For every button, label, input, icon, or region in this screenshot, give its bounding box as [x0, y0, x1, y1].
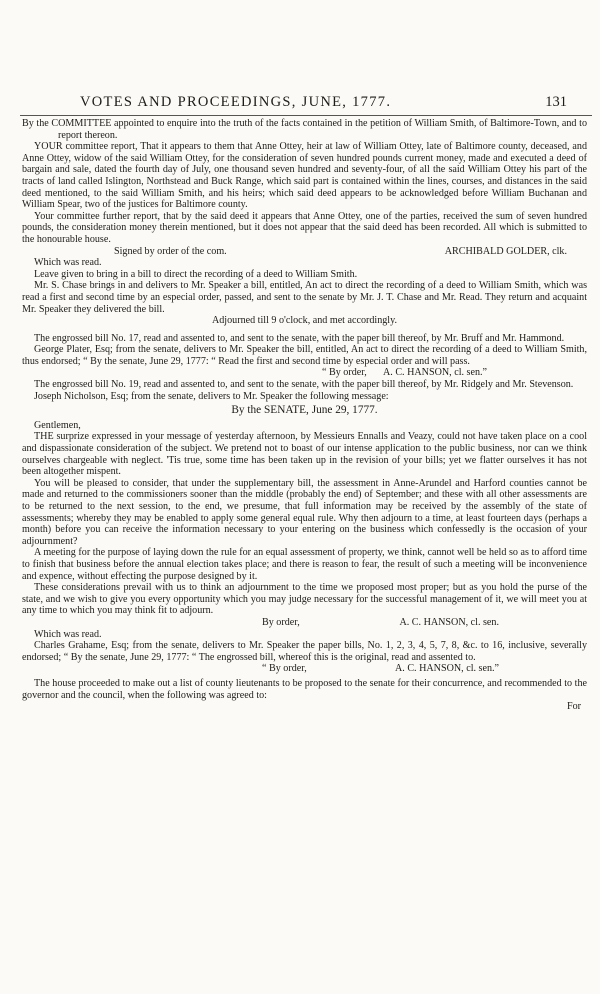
signature-left: “ By order, — [262, 663, 307, 675]
signature-line — [22, 617, 587, 629]
paragraph: You will be pleased to consider, that under the supplementary bill, the assessment in Anne-Arundel and Harford counties cannot be made and returned to the commissioners sooner than the middle (probably the end) of September; and these with all other assessments are to be returned to the next session, to the end, we presume, that full information may be received by the assembly of the state of assessments; whereby they may be enabled to apply some general equal rule. Why then adjourn to a time, at least fourteen days (perhaps a month) before you can receive the information necessary to your entering on the business which confessedly is the occasion of your adjournment? — [22, 477, 587, 547]
signature-line — [22, 246, 587, 258]
paragraph: George Plater, Esq; from the senate, delivers to Mr. Speaker the bill, entitled, An act to direct the recording of a deed to William Smith, thus endorsed; “ By the senate, June 29, 1777: “ Read the first and second time by especial order and will pass. — [22, 344, 587, 367]
paragraph: Your committee further report, that by the said deed it appears that Anne Ottey, one of the parties, received the sum of seven hundred pounds, the consideration money therein mentioned, but it does not appear that the said deed has been recorded. All which is submitted to the honourable house. — [22, 210, 587, 245]
paragraph: Charles Grahame, Esq; from the senate, delivers to Mr. Speaker the paper bills, No. 1, 2, 3, 4, 5, 7, 8, &c. to 16, inclusive, severally endorsed; “ By the senate, June 29, 1777: “ The engrossed bill, whereof this is the original, read and assented to. — [22, 640, 587, 663]
paragraph: Which was read. — [34, 628, 102, 640]
paragraph: Joseph Nicholson, Esq; from the senate, delivers to Mr. Speaker the following message: — [34, 390, 389, 402]
page-number: 131 — [545, 94, 567, 110]
paragraph: The engrossed bill No. 19, read and assented to, and sent to the senate, with the paper bill thereof, by Mr. Ridgely and Mr. Stevenson. — [34, 379, 574, 391]
paragraph: A meeting for the purpose of laying down the rule for an equal assessment of property, we think, cannot well be held so as to afford time to finish that business before the annual election takes place; and there is reason to fear, the result of such a meeting will be inconvenience and expence, without effecting the purpose designed by it. — [22, 547, 587, 582]
signature-left: “ By order, — [322, 367, 367, 379]
signature-right: ARCHIBALD GOLDER, clk. — [444, 245, 567, 257]
catchword: For — [566, 701, 581, 713]
body-text — [22, 118, 587, 713]
paragraph: Mr. S. Chase brings in and delivers to Mr. Speaker a bill, entitled, An act to direct the recording of a deed to William Smith, which was read a first and second time by an especial order, passed, and sent to the senate by Mr. J. T. Chase and Mr. Read. They return and acquaint Mr. Speaker they delivered the bill. — [22, 280, 587, 315]
paragraph: YOUR committee report, That it appears to them that Anne Ottey, heir at law of William Ottey, late of Baltimore county, deceased, and Anne Ottey, widow of the said William Ottey, for the consideration of seven hundred pounds current money, made and executed a deed of bargain and sale, dated the fourth day of July, one thousand seven hundred and seventy-four, of all the said William Ottey his part of the tracts of land called Islington, Northstead and Buck Range, which said part is contained within the lines, courses, and distances in the said deed mentioned, to the said William Smith, and his heirs; which said deed appears to be acknowledged before William Buchanan and William Spear, two of the justices for Baltimore county. — [22, 141, 587, 211]
signature-right: A. C. HANSON, cl. sen.” — [382, 367, 487, 379]
signature-left: Signed by order of the com. — [114, 245, 227, 257]
signature-right: A. C. HANSON, cl. sen. — [399, 616, 499, 628]
signature-line — [22, 367, 587, 379]
header-rule — [20, 115, 592, 116]
signature-right: A. C. HANSON, cl. sen.” — [394, 663, 499, 675]
salutation: Gentlemen, — [34, 419, 81, 431]
paragraph: Leave given to bring in a bill to direct the recording of a deed to William Smith. — [34, 268, 358, 280]
paragraph: The house proceeded to make out a list of county lieutenants to be proposed to the senate for their concurrence, and recommended to the governor and the council, when the following was agreed to: — [22, 677, 587, 701]
paragraph: Which was read. — [34, 257, 102, 269]
senate-heading: By the SENATE, June 29, 1777. — [231, 404, 378, 417]
paragraph: These considerations prevail with us to think an adjournment to the time we proposed most proper; but as you hold the purse of the state, and we wish to give you every opportunity which you may judge necessary for the successful management of it, we will meet you at any time to which you may think fit to adjourn. — [22, 582, 587, 617]
signature-line — [22, 663, 587, 675]
header-title: VOTES AND PROCEEDINGS, JUNE, 1777. — [80, 94, 392, 110]
committee-heading: By the COMMITTEE appointed to enquire into the truth of the facts contained in the petition of William Smith, of Baltimore-Town, and to report thereon. — [22, 118, 587, 141]
paragraph: THE surprize expressed in your message of yesterday afternoon, by Messieurs Ennalls and Veazy, could not have taken place on a cool and dispassionate consideration of the subject. We pretend not to boast of our intense application to the public business, nor can we think ourselves chargeable with neglect. 'Tis true, some time has been taken up in the revision of your bills; yet we flatter ourselves it has not been altogether mispent. — [22, 431, 587, 478]
running-header — [80, 94, 585, 114]
signature-left: By order, — [262, 616, 300, 628]
adjournment-line: Adjourned till 9 o'clock, and met accordingly. — [211, 315, 398, 327]
paragraph: The engrossed bill No. 17, read and assented to, and sent to the senate, with the paper bill thereof, by Mr. Bruff and Mr. Hammond. — [34, 332, 565, 344]
